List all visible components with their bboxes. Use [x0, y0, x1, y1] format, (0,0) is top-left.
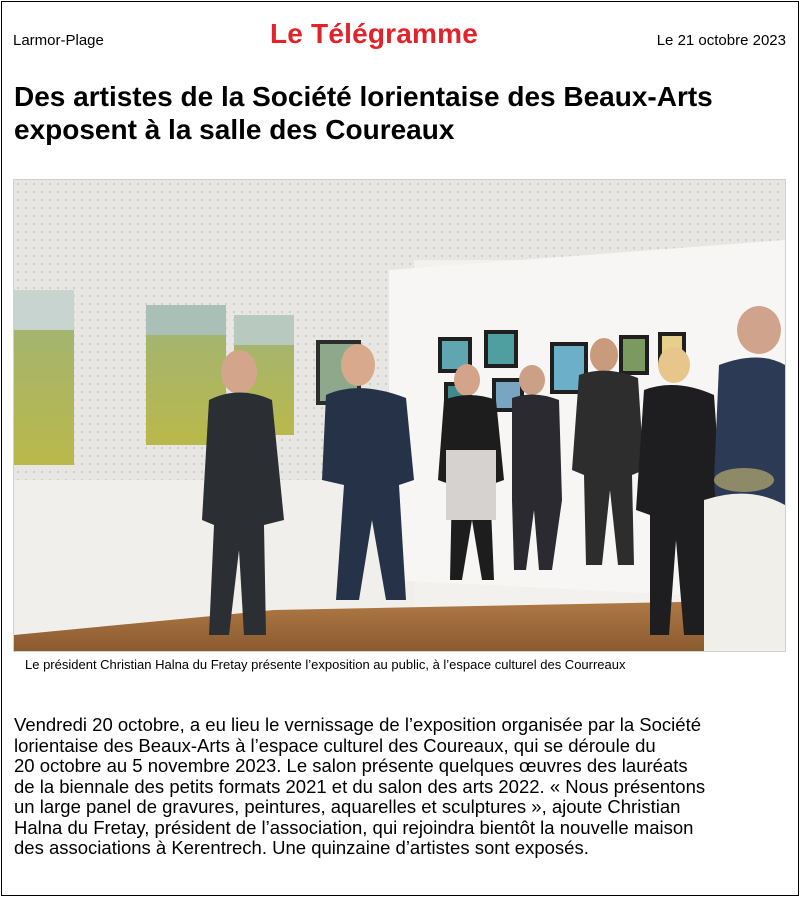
publication-date: Le 21 octobre 2023: [656, 32, 786, 49]
article-headline: Des artistes de la Société lorientaise des Beaux-Arts exposent à la salle des Coureaux: [14, 81, 713, 145]
article-photo: [13, 179, 786, 652]
exhibition-photo-illustration: [14, 180, 785, 651]
location-label: Larmor-Plage: [13, 32, 104, 49]
article-body: Vendredi 20 octobre, a eu lieu le vernissage de l’exposition organisée par la Société lorientaise des Beaux-Arts à l’espace culturel des Coureaux, qui se déroule du 20 octobre au 5 novembre 2023. Le salon présente quelques œuvres des lauréats de la biennale des petits formats 2021 et du salon des arts 2022. « Nous présentons un large panel de gravures, peintures, aquarelles et sculptures », ajoute Christian Halna du Fretay, président de l’association, qui rejoindra bientôt la nouvelle maison des associations à Kerentrech. Une quinzaine d’artistes sont exposés.: [14, 714, 706, 858]
photo-caption: Le président Christian Halna du Fretay présente l’exposition au public, à l’espace culturel des Courreaux: [25, 657, 626, 672]
newspaper-logo: Le Télégramme: [270, 18, 479, 49]
